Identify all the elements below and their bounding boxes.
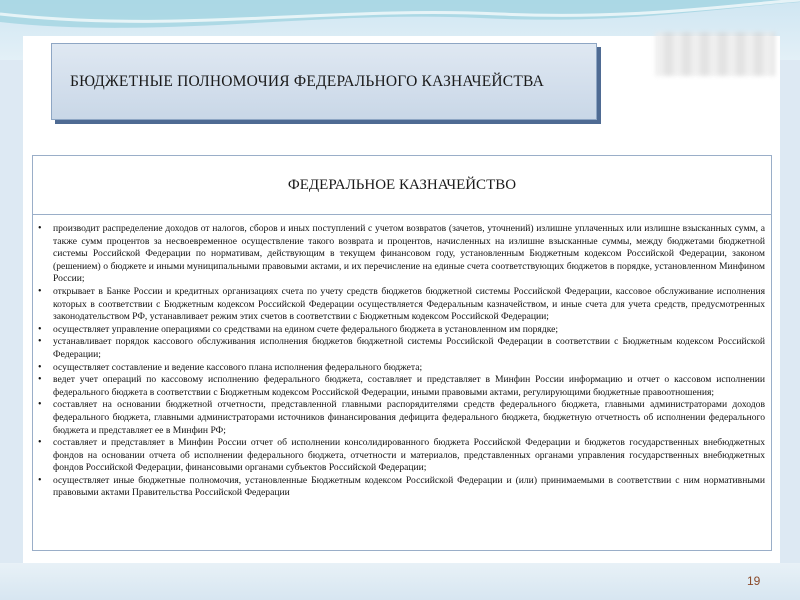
background-bottom (0, 563, 800, 600)
list-item: • составляет и представляет в Минфин России отчет об исполнении консолидированного бюджета Российской Федерации и бюджетов государственных внебюджетных фондов на основании отчета об исполнении федерального бюджета, отчетности и материалов, представленных органами управления государственных внебюджетных фондов Российской Федерации, финансовыми органами субъектов Российской Федерации; (53, 437, 765, 475)
slide-title: БЮДЖЕТНЫЕ ПОЛНОМОЧИЯ ФЕДЕРАЛЬНОГО КАЗНАЧЕЙСТВА (70, 72, 544, 90)
list-item: • осуществляет иные бюджетные полномочия, установленные Бюджетным кодексом Российской Федерации и (или) принимаемыми в соответствии с ним нормативными правовыми актами Правительства Российской Федерации (53, 475, 765, 500)
powers-list (33, 215, 771, 500)
content-box-header (33, 156, 771, 215)
list-item: • устанавливает порядок кассового обслуживания исполнения бюджетов бюджетной системы Российской Федерации в соответствии с Бюджетным кодексом Российской Федерации; (53, 336, 765, 361)
list-item: • ведет учет операций по кассовому исполнению федерального бюджета, составляет и представляет в Минфин России информацию и отчет о кассовом исполнении федерального бюджета в соответствии с Бюджетным кодексом Российской Федерации, иными правовыми актами, регулирующими бюджетные правоотношения; (53, 374, 765, 399)
list-item: • открывает в Банке России и кредитных организациях счета по учету средств бюджетов бюджетной системы Российской Федерации, кассовое обслуживание исполнения которых в соответствии с Бюджетным кодексом Российской Федерации осуществляется Федеральным казначейством, и иные счета для учета средств, предусмотренных законодательством РФ, устанавливает режим этих счетов в соответствии с Бюджетным кодексом Российской Федерации; (53, 286, 765, 324)
list-item: • составляет на основании бюджетной отчетности, представленной главными распорядителями средств федерального бюджета, главными администраторами доходов федерального бюджета, главными администраторами источников финансирования дефицита федерального бюджета, бюджетную отчетность об исполнении федерального бюджета и представляет ее в Минфин РФ; (53, 399, 765, 437)
slide-title-box (51, 43, 597, 120)
content-box (32, 155, 772, 551)
content-box-heading: ФЕДЕРАЛЬНОЕ КАЗНАЧЕЙСТВО (287, 176, 517, 193)
list-item: • осуществляет управление операциями со средствами на едином счете федерального бюджета в установленном им порядке; (53, 324, 765, 337)
list-item: • осуществляет составление и ведение кассового плана исполнения федерального бюджета; (53, 362, 765, 375)
blurred-logo (655, 32, 775, 76)
page-number: 19 (747, 574, 761, 588)
list-item: • производит распределение доходов от налогов, сборов и иных поступлений с учетом возвратов (зачетов, уточнений) излишне уплаченных или излишне взысканных сумм, а также сумм процентов за несвоевременное осуществление такого возврата и процентов, начисленных на излишне взысканные суммы, между бюджетами бюджетной системы Российской Федерации по нормативам, действующим в текущем финансовом году, установленным Бюджетным кодексом Российской Федерации, законом (решением) о бюджете и иными муниципальными правовыми актами, и их перечисление на единые счета соответствующих бюджетов в порядке, установленном Минфином России; (53, 223, 765, 286)
